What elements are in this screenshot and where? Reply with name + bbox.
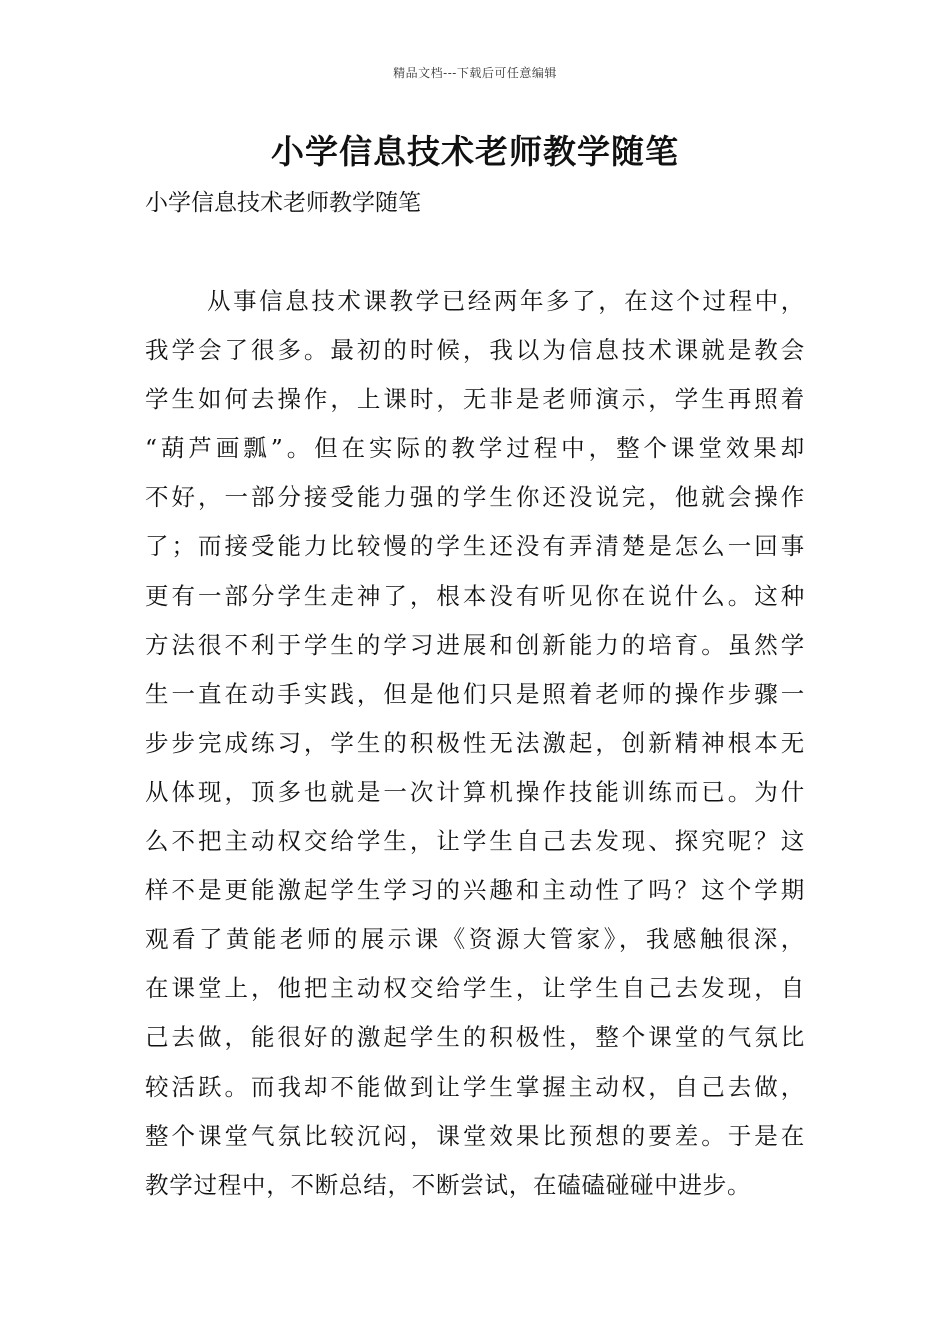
body-paragraph — [145, 277, 805, 1210]
page-header: 精品文档---下载后可任意编辑 — [393, 66, 557, 80]
paragraph-line: 整个课堂气氛比较沉闷，课堂效果比预想的要差。于是在 — [145, 1121, 805, 1150]
paragraph-line: 从体现，顶多也就是一次计算机操作技能训练而已。为什 — [145, 777, 805, 806]
paragraph-line: 样不是更能激起学生学习的兴趣和主动性了吗？这个学期 — [145, 876, 805, 905]
paragraph-line: 生一直在动手实践，但是他们只是照着老师的操作步骤一 — [145, 679, 805, 708]
paragraph-line: 更有一部分学生走神了，根本没有听见你在说什么。这种 — [145, 581, 805, 610]
paragraph-line: 较活跃。而我却不能做到让学生掌握主动权，自己去做， — [145, 1072, 805, 1101]
paragraph-line: 观看了黄能老师的展示课《资源大管家》，我感触很深， — [145, 925, 805, 954]
paragraph-line: 么不把主动权交给学生，让学生自己去发现、探究呢？这 — [145, 827, 805, 856]
document-title: 小学信息技术老师教学随笔 — [271, 132, 679, 171]
paragraph-line: “葫芦画瓢”。但在实际的教学过程中，整个课堂效果却 — [145, 434, 805, 463]
paragraph-line: 在课堂上，他把主动权交给学生，让学生自己去发现，自 — [145, 974, 805, 1003]
paragraph-line: 不好，一部分接受能力强的学生你还没说完，他就会操作 — [145, 483, 805, 512]
paragraph-line: 教学过程中，不断总结，不断尝试，在磕磕碰碰中进步。 — [145, 1170, 752, 1199]
paragraph-line: 从事信息技术课教学已经两年多了，在这个过程中， — [207, 287, 805, 315]
paragraph-line: 了；而接受能力比较慢的学生还没有弄清楚是怎么一回事 — [145, 532, 805, 561]
paragraph-line: 己去做，能很好的激起学生的积极性，整个课堂的气氛比 — [145, 1023, 805, 1052]
paragraph-line: 步步完成练习，学生的积极性无法激起，创新精神根本无 — [145, 728, 805, 757]
paragraph-line: 我学会了很多。最初的时候，我以为信息技术课就是教会 — [145, 336, 805, 365]
document-subtitle: 小学信息技术老师教学随笔 — [145, 190, 421, 216]
paragraph-line: 学生如何去操作，上课时，无非是老师演示，学生再照着 — [145, 385, 805, 414]
paragraph-line: 方法很不利于学生的学习进展和创新能力的培育。虽然学 — [145, 630, 805, 659]
